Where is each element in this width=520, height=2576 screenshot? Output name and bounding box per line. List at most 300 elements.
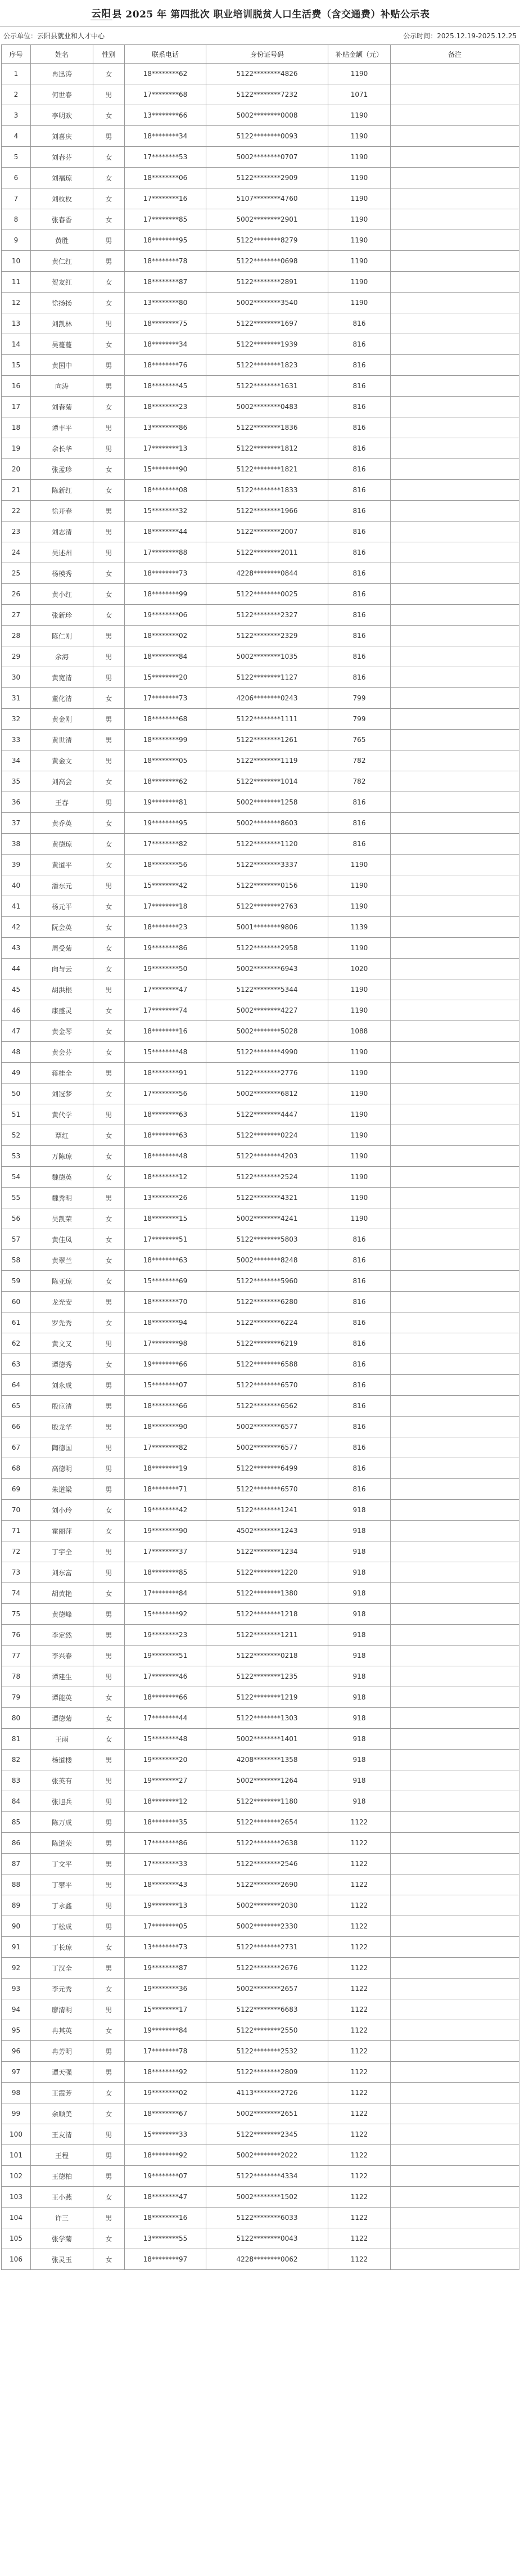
cell-amount: 918 bbox=[328, 1541, 391, 1562]
cell-gender: 男 bbox=[93, 979, 125, 1000]
cell-name: 何世春 bbox=[31, 84, 93, 105]
cell-remark bbox=[391, 522, 519, 542]
cell-name: 谭能英 bbox=[31, 1687, 93, 1708]
cell-gender: 女 bbox=[93, 1687, 125, 1708]
cell-amount: 1139 bbox=[328, 917, 391, 938]
cell-name: 徐扬扬 bbox=[31, 293, 93, 313]
cell-index: 73 bbox=[2, 1562, 31, 1583]
cell-amount: 918 bbox=[328, 1750, 391, 1770]
cell-amount: 918 bbox=[328, 1625, 391, 1646]
cell-amount: 816 bbox=[328, 1229, 391, 1250]
cell-index: 50 bbox=[2, 1084, 31, 1104]
cell-index: 99 bbox=[2, 2103, 31, 2124]
table-row bbox=[2, 1916, 519, 1937]
cell-name: 黄佳凤 bbox=[31, 1229, 93, 1250]
cell-amount: 1122 bbox=[328, 2249, 391, 2270]
cell-phone: 18********66 bbox=[125, 1396, 206, 1417]
cell-amount: 1190 bbox=[328, 896, 391, 917]
cell-name: 霍丽萍 bbox=[31, 1521, 93, 1541]
cell-name: 向与云 bbox=[31, 959, 93, 979]
cell-phone: 13********73 bbox=[125, 1937, 206, 1958]
cell-id-number: 4502********1243 bbox=[206, 1521, 328, 1541]
cell-id-number: 4206********0243 bbox=[206, 688, 328, 709]
cell-index: 86 bbox=[2, 1833, 31, 1854]
cell-name: 黄宽清 bbox=[31, 667, 93, 688]
cell-name: 丁文平 bbox=[31, 1854, 93, 1874]
cell-id-number: 5122********1631 bbox=[206, 376, 328, 397]
cell-phone: 17********05 bbox=[125, 1916, 206, 1937]
cell-gender: 女 bbox=[93, 1979, 125, 1999]
cell-index: 44 bbox=[2, 959, 31, 979]
cell-phone: 17********44 bbox=[125, 1708, 206, 1729]
cell-index: 66 bbox=[2, 1417, 31, 1437]
cell-remark bbox=[391, 1958, 519, 1979]
cell-amount: 782 bbox=[328, 771, 391, 792]
cell-amount: 1122 bbox=[328, 2145, 391, 2166]
cell-index: 84 bbox=[2, 1791, 31, 1812]
col-header-gender: 性别 bbox=[93, 45, 125, 64]
cell-gender: 女 bbox=[93, 813, 125, 834]
table-row bbox=[2, 272, 519, 293]
cell-remark bbox=[391, 2103, 519, 2124]
table-row bbox=[2, 2249, 519, 2270]
cell-index: 54 bbox=[2, 1167, 31, 1188]
cell-gender: 女 bbox=[93, 1125, 125, 1146]
cell-name: 黄胜 bbox=[31, 230, 93, 251]
cell-id-number: 5002********2901 bbox=[206, 209, 328, 230]
cell-remark bbox=[391, 84, 519, 105]
table-row bbox=[2, 1625, 519, 1646]
cell-gender: 女 bbox=[93, 771, 125, 792]
cell-amount: 816 bbox=[328, 376, 391, 397]
table-row bbox=[2, 459, 519, 480]
cell-gender: 男 bbox=[93, 1874, 125, 1895]
cell-phone: 18********12 bbox=[125, 1791, 206, 1812]
cell-phone: 18********23 bbox=[125, 397, 206, 417]
cell-gender: 女 bbox=[93, 605, 125, 626]
table-row bbox=[2, 1479, 519, 1500]
cell-phone: 17********47 bbox=[125, 979, 206, 1000]
cell-remark bbox=[391, 1021, 519, 1042]
cell-remark bbox=[391, 1229, 519, 1250]
cell-amount: 1122 bbox=[328, 1833, 391, 1854]
cell-id-number: 5122********1966 bbox=[206, 501, 328, 522]
cell-index: 11 bbox=[2, 272, 31, 293]
table-row bbox=[2, 1229, 519, 1250]
cell-id-number: 5122********1303 bbox=[206, 1708, 328, 1729]
cell-remark bbox=[391, 168, 519, 188]
cell-remark bbox=[391, 584, 519, 605]
cell-amount: 816 bbox=[328, 542, 391, 563]
table-row bbox=[2, 1250, 519, 1271]
cell-index: 14 bbox=[2, 334, 31, 355]
cell-amount: 816 bbox=[328, 605, 391, 626]
cell-name: 丁攀平 bbox=[31, 1874, 93, 1895]
table-row bbox=[2, 1021, 519, 1042]
cell-phone: 17********85 bbox=[125, 209, 206, 230]
table-row bbox=[2, 1895, 519, 1916]
table-row bbox=[2, 376, 519, 397]
cell-phone: 18********68 bbox=[125, 709, 206, 730]
cell-phone: 19********27 bbox=[125, 1770, 206, 1791]
table-row bbox=[2, 334, 519, 355]
cell-amount: 1190 bbox=[328, 1042, 391, 1063]
cell-index: 79 bbox=[2, 1687, 31, 1708]
cell-remark bbox=[391, 2187, 519, 2208]
cell-remark bbox=[391, 979, 519, 1000]
table-row bbox=[2, 1500, 519, 1521]
cell-gender: 男 bbox=[93, 1999, 125, 2020]
cell-name: 魏德英 bbox=[31, 1167, 93, 1188]
cell-gender: 男 bbox=[93, 1791, 125, 1812]
cell-gender: 女 bbox=[93, 1271, 125, 1292]
cell-id-number: 5122********2676 bbox=[206, 1958, 328, 1979]
cell-id-number: 5122********0224 bbox=[206, 1125, 328, 1146]
cell-id-number: 5122********6683 bbox=[206, 1999, 328, 2020]
table-row bbox=[2, 1437, 519, 1458]
cell-name: 王德柏 bbox=[31, 2166, 93, 2187]
cell-name: 王小燕 bbox=[31, 2187, 93, 2208]
table-row bbox=[2, 397, 519, 417]
cell-amount: 816 bbox=[328, 1437, 391, 1458]
cell-amount: 1190 bbox=[328, 1146, 391, 1167]
cell-name: 谭天强 bbox=[31, 2062, 93, 2083]
table-row bbox=[2, 1417, 519, 1437]
cell-index: 68 bbox=[2, 1458, 31, 1479]
cell-gender: 女 bbox=[93, 563, 125, 584]
cell-phone: 18********78 bbox=[125, 251, 206, 272]
cell-name: 王友清 bbox=[31, 2124, 93, 2145]
cell-amount: 918 bbox=[328, 1604, 391, 1625]
table-row bbox=[2, 1541, 519, 1562]
cell-index: 35 bbox=[2, 771, 31, 792]
cell-index: 64 bbox=[2, 1375, 31, 1396]
cell-gender: 女 bbox=[93, 1583, 125, 1604]
cell-phone: 17********51 bbox=[125, 1229, 206, 1250]
cell-index: 82 bbox=[2, 1750, 31, 1770]
cell-name: 丁宇全 bbox=[31, 1541, 93, 1562]
cell-name: 余海 bbox=[31, 646, 93, 667]
table-row bbox=[2, 1666, 519, 1687]
cell-id-number: 5122********6280 bbox=[206, 1292, 328, 1312]
cell-name: 张孟珍 bbox=[31, 459, 93, 480]
cell-name: 王雨 bbox=[31, 1729, 93, 1750]
cell-index: 37 bbox=[2, 813, 31, 834]
cell-amount: 1190 bbox=[328, 1167, 391, 1188]
cell-gender: 男 bbox=[93, 501, 125, 522]
cell-index: 104 bbox=[2, 2208, 31, 2228]
cell-amount: 1122 bbox=[328, 1999, 391, 2020]
cell-name: 谭德菊 bbox=[31, 1708, 93, 1729]
table-row bbox=[2, 147, 519, 168]
cell-gender: 女 bbox=[93, 584, 125, 605]
cell-phone: 18********92 bbox=[125, 2145, 206, 2166]
table-row bbox=[2, 501, 519, 522]
table-row bbox=[2, 938, 519, 959]
cell-gender: 男 bbox=[93, 1916, 125, 1937]
cell-name: 朱道梁 bbox=[31, 1479, 93, 1500]
cell-id-number: 4228********0844 bbox=[206, 563, 328, 584]
cell-index: 65 bbox=[2, 1396, 31, 1417]
cell-id-number: 5122********2007 bbox=[206, 522, 328, 542]
cell-gender: 男 bbox=[93, 2166, 125, 2187]
cell-index: 92 bbox=[2, 1958, 31, 1979]
cell-amount: 816 bbox=[328, 438, 391, 459]
cell-id-number: 5122********1120 bbox=[206, 834, 328, 855]
cell-id-number: 5107********4760 bbox=[206, 188, 328, 209]
table-row bbox=[2, 1188, 519, 1208]
cell-gender: 男 bbox=[93, 1541, 125, 1562]
cell-index: 38 bbox=[2, 834, 31, 855]
cell-phone: 18********70 bbox=[125, 1292, 206, 1312]
cell-id-number: 5122********1939 bbox=[206, 334, 328, 355]
cell-phone: 15********48 bbox=[125, 1729, 206, 1750]
cell-id-number: 5122********1380 bbox=[206, 1583, 328, 1604]
cell-phone: 18********71 bbox=[125, 1479, 206, 1500]
cell-id-number: 5122********0156 bbox=[206, 875, 328, 896]
cell-gender: 男 bbox=[93, 1292, 125, 1312]
cell-id-number: 5122********6570 bbox=[206, 1479, 328, 1500]
cell-name: 徐开春 bbox=[31, 501, 93, 522]
cell-gender: 男 bbox=[93, 2208, 125, 2228]
cell-gender: 女 bbox=[93, 1729, 125, 1750]
cell-remark bbox=[391, 251, 519, 272]
cell-gender: 女 bbox=[93, 209, 125, 230]
cell-remark bbox=[391, 1916, 519, 1937]
cell-gender: 女 bbox=[93, 938, 125, 959]
table-row bbox=[2, 2041, 519, 2062]
cell-name: 谭建生 bbox=[31, 1666, 93, 1687]
cell-id-number: 5122********2329 bbox=[206, 626, 328, 646]
cell-index: 9 bbox=[2, 230, 31, 251]
cell-name: 万陈琼 bbox=[31, 1146, 93, 1167]
cell-gender: 女 bbox=[93, 855, 125, 875]
cell-phone: 17********82 bbox=[125, 1437, 206, 1458]
cell-remark bbox=[391, 1500, 519, 1521]
cell-gender: 男 bbox=[93, 2124, 125, 2145]
cell-id-number: 5122********1234 bbox=[206, 1541, 328, 1562]
cell-gender: 男 bbox=[93, 1833, 125, 1854]
cell-id-number: 5122********6033 bbox=[206, 2208, 328, 2228]
table-row bbox=[2, 750, 519, 771]
cell-index: 61 bbox=[2, 1312, 31, 1333]
cell-amount: 816 bbox=[328, 667, 391, 688]
cell-name: 黄小红 bbox=[31, 584, 93, 605]
cell-phone: 18********06 bbox=[125, 168, 206, 188]
cell-remark bbox=[391, 1708, 519, 1729]
cell-remark bbox=[391, 896, 519, 917]
cell-phone: 17********78 bbox=[125, 2041, 206, 2062]
table-row bbox=[2, 2083, 519, 2103]
cell-gender: 男 bbox=[93, 1604, 125, 1625]
cell-remark bbox=[391, 1292, 519, 1312]
cell-gender: 女 bbox=[93, 1354, 125, 1375]
meta-bar bbox=[0, 26, 520, 44]
cell-remark bbox=[391, 188, 519, 209]
cell-phone: 18********45 bbox=[125, 376, 206, 397]
table-row bbox=[2, 1208, 519, 1229]
cell-phone: 15********48 bbox=[125, 1042, 206, 1063]
cell-phone: 18********47 bbox=[125, 2187, 206, 2208]
col-header-id-number: 身份证号码 bbox=[206, 45, 328, 64]
cell-index: 85 bbox=[2, 1812, 31, 1833]
cell-index: 22 bbox=[2, 501, 31, 522]
cell-amount: 1190 bbox=[328, 855, 391, 875]
cell-amount: 816 bbox=[328, 355, 391, 376]
cell-amount: 1190 bbox=[328, 1208, 391, 1229]
cell-remark bbox=[391, 626, 519, 646]
cell-id-number: 5122********4334 bbox=[206, 2166, 328, 2187]
cell-id-number: 5122********1219 bbox=[206, 1687, 328, 1708]
cell-remark bbox=[391, 501, 519, 522]
cell-remark bbox=[391, 1521, 519, 1541]
cell-amount: 816 bbox=[328, 1479, 391, 1500]
cell-index: 8 bbox=[2, 209, 31, 230]
cell-remark bbox=[391, 1750, 519, 1770]
cell-phone: 18********63 bbox=[125, 1250, 206, 1271]
cell-remark bbox=[391, 1979, 519, 1999]
cell-phone: 19********13 bbox=[125, 1895, 206, 1916]
cell-remark bbox=[391, 1729, 519, 1750]
cell-amount: 1122 bbox=[328, 1937, 391, 1958]
cell-amount: 1190 bbox=[328, 1125, 391, 1146]
cell-phone: 18********62 bbox=[125, 64, 206, 84]
cell-phone: 18********19 bbox=[125, 1458, 206, 1479]
table-row bbox=[2, 1396, 519, 1417]
cell-gender: 男 bbox=[93, 2041, 125, 2062]
cell-id-number: 4228********0062 bbox=[206, 2249, 328, 2270]
cell-gender: 男 bbox=[93, 1562, 125, 1583]
cell-amount: 816 bbox=[328, 1333, 391, 1354]
table-row bbox=[2, 1750, 519, 1770]
cell-name: 潘东元 bbox=[31, 875, 93, 896]
cell-remark bbox=[391, 2208, 519, 2228]
cell-amount: 1190 bbox=[328, 293, 391, 313]
cell-id-number: 5122********4321 bbox=[206, 1188, 328, 1208]
cell-gender: 女 bbox=[93, 1021, 125, 1042]
cell-phone: 19********02 bbox=[125, 2083, 206, 2103]
cell-amount: 1122 bbox=[328, 2187, 391, 2208]
cell-gender: 男 bbox=[93, 750, 125, 771]
cell-name: 胡洪根 bbox=[31, 979, 93, 1000]
col-header-phone: 联系电话 bbox=[125, 45, 206, 64]
cell-remark bbox=[391, 2124, 519, 2145]
cell-gender: 女 bbox=[93, 147, 125, 168]
cell-remark bbox=[391, 2041, 519, 2062]
cell-phone: 18********94 bbox=[125, 1312, 206, 1333]
cell-index: 18 bbox=[2, 417, 31, 438]
cell-id-number: 5002********1258 bbox=[206, 792, 328, 813]
cell-id-number: 5122********1119 bbox=[206, 750, 328, 771]
cell-id-number: 5122********1180 bbox=[206, 1791, 328, 1812]
table-row bbox=[2, 84, 519, 105]
cell-phone: 18********15 bbox=[125, 1208, 206, 1229]
cell-index: 89 bbox=[2, 1895, 31, 1916]
cell-id-number: 5002********6812 bbox=[206, 1084, 328, 1104]
cell-id-number: 5122********6219 bbox=[206, 1333, 328, 1354]
cell-index: 17 bbox=[2, 397, 31, 417]
table-row bbox=[2, 522, 519, 542]
cell-gender: 男 bbox=[93, 1188, 125, 1208]
cell-phone: 17********33 bbox=[125, 1854, 206, 1874]
cell-index: 72 bbox=[2, 1541, 31, 1562]
cell-phone: 19********07 bbox=[125, 2166, 206, 2187]
cell-index: 83 bbox=[2, 1770, 31, 1791]
cell-gender: 男 bbox=[93, 646, 125, 667]
cell-id-number: 5122********2011 bbox=[206, 542, 328, 563]
cell-remark bbox=[391, 126, 519, 147]
cell-index: 15 bbox=[2, 355, 31, 376]
cell-name: 李元秀 bbox=[31, 1979, 93, 1999]
table-row bbox=[2, 709, 519, 730]
cell-remark bbox=[391, 1000, 519, 1021]
table-row bbox=[2, 959, 519, 979]
subsidy-table bbox=[1, 44, 519, 2270]
cell-phone: 18********91 bbox=[125, 1063, 206, 1084]
cell-index: 48 bbox=[2, 1042, 31, 1063]
publish-period: 公示时间：2025.12.19-2025.12.25 bbox=[403, 32, 517, 40]
cell-amount: 918 bbox=[328, 1562, 391, 1583]
cell-gender: 男 bbox=[93, 84, 125, 105]
cell-phone: 17********37 bbox=[125, 1541, 206, 1562]
cell-phone: 18********16 bbox=[125, 2208, 206, 2228]
cell-index: 29 bbox=[2, 646, 31, 667]
table-row bbox=[2, 1104, 519, 1125]
cell-remark bbox=[391, 1895, 519, 1916]
table-row bbox=[2, 2103, 519, 2124]
cell-name: 刘冠梦 bbox=[31, 1084, 93, 1104]
table-row bbox=[2, 1833, 519, 1854]
cell-amount: 816 bbox=[328, 1292, 391, 1312]
table-row bbox=[2, 1770, 519, 1791]
cell-gender: 男 bbox=[93, 1666, 125, 1687]
cell-amount: 816 bbox=[328, 480, 391, 501]
cell-remark bbox=[391, 1437, 519, 1458]
cell-amount: 1122 bbox=[328, 2166, 391, 2187]
cell-name: 刘志清 bbox=[31, 522, 93, 542]
cell-gender: 女 bbox=[93, 1521, 125, 1541]
cell-remark bbox=[391, 2166, 519, 2187]
cell-name: 张旭兵 bbox=[31, 1791, 93, 1812]
cell-name: 罗先秀 bbox=[31, 1312, 93, 1333]
cell-remark bbox=[391, 1417, 519, 1437]
cell-amount: 1190 bbox=[328, 64, 391, 84]
cell-amount: 816 bbox=[328, 813, 391, 834]
cell-name: 张春香 bbox=[31, 209, 93, 230]
cell-id-number: 5122********1241 bbox=[206, 1500, 328, 1521]
cell-remark bbox=[391, 834, 519, 855]
cell-index: 97 bbox=[2, 2062, 31, 2083]
cell-index: 52 bbox=[2, 1125, 31, 1146]
cell-amount: 1122 bbox=[328, 2124, 391, 2145]
table-row bbox=[2, 2187, 519, 2208]
cell-phone: 17********16 bbox=[125, 188, 206, 209]
cell-gender: 女 bbox=[93, 272, 125, 293]
table-row bbox=[2, 584, 519, 605]
table-row bbox=[2, 1271, 519, 1292]
cell-id-number: 5002********1264 bbox=[206, 1770, 328, 1791]
cell-gender: 女 bbox=[93, 459, 125, 480]
cell-phone: 19********81 bbox=[125, 792, 206, 813]
cell-name: 黄国中 bbox=[31, 355, 93, 376]
cell-index: 56 bbox=[2, 1208, 31, 1229]
cell-gender: 女 bbox=[93, 2103, 125, 2124]
cell-index: 25 bbox=[2, 563, 31, 584]
table-row bbox=[2, 168, 519, 188]
cell-gender: 女 bbox=[93, 188, 125, 209]
cell-phone: 18********34 bbox=[125, 126, 206, 147]
cell-gender: 女 bbox=[93, 2228, 125, 2249]
